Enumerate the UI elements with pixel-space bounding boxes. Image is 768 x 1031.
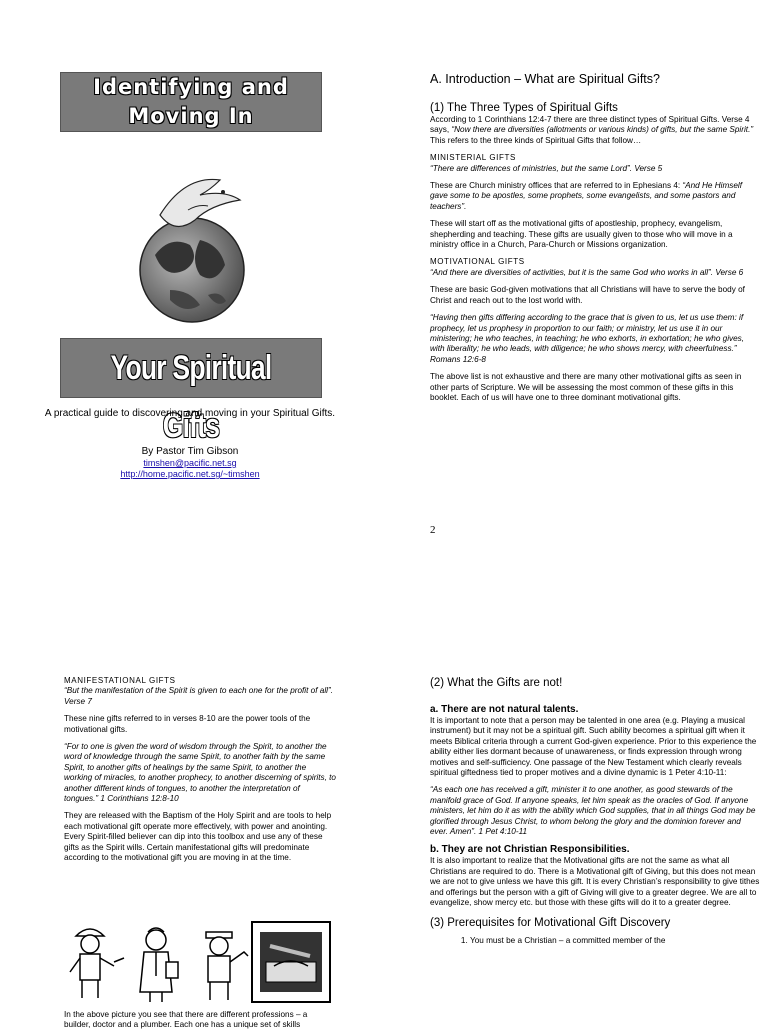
author-block [40,446,340,480]
toolbox-icon [252,922,330,1002]
corinthians-quote: “For to one is given the word of wisdom through the Spirit, to another the word of knowledge through the same Spirit, to another faith by the same Spirit, to another gifts of healings by the same Spirit, to another the working of miracles, to another prophecy, to another discerning of spirits, to another different kinds of tongues, to another the interpretation of tongues.” 1 Corinthians 12:8-10 [64,742,336,804]
website-link[interactable]: http://home.pacific.net.sg/~timshen [120,469,260,479]
ministerial-paragraph: These are Church ministry offices that are referred to in Ephesians 4: “And He Himself gave some to be apostles, some prophets, some evangelists, and some pastors and teachers”. [430,181,743,211]
intro-page [384,0,768,536]
banner-text: Your Spiritual Gifts [110,349,272,445]
list-item: 1. You must be a Christian – a committed member of the [470,936,760,946]
professions-clipart [64,918,334,1004]
intro-column [430,72,760,410]
cover-page [0,0,384,512]
talents-paragraph: It is important to note that a person may be talented in one area (e.g. Playing a musical instrument) but it may not be a spiritual gift. Such ability becomes a spiritual gift when it meets Biblical criteria through a current God-given experience. Prior to this experience the ability either lies dormant because of unawareness, or finds expression through wrong motives and self-sufficiency. One passage of the New Testament which clearly reveals spiritual giftedness tied to proper motives and a divine dynamic is 1 Peter 4:10-11: [430,716,757,778]
globe-with-dove-icon [130,160,260,330]
not-gifts-column [430,676,760,946]
intro-paragraph: According to 1 Corinthians 12:4-7 there are three distinct types of Spiritual Gifts. Verse 4 says, “Now there are diversities (allotments or various kinds) of gifts, but the same Spirit.” This refers to the three kinds of Spiritual Gifts that follow… [430,115,754,145]
ministerial-quote: “There are differences of ministries, but the same Lord”. Verse 5 [430,163,663,173]
ministerial-label: MINISTERIAL GIFTS [430,153,516,163]
plumber-icon [206,932,248,1000]
manifestational-quote: “But the manifestation of the Spirit is given to each one for the profit of all”. Verse 7 [64,686,333,706]
section-heading: (1) The Three Types of Spiritual Gifts [430,102,618,114]
page-number: 2 [430,524,436,536]
motivational-paragraph-2: The above list is not exhaustive and there are many other motivational gifts as seen in other parts of Scripture. We will be assessing the most common of these gifts in this booklet. Each of us will have one to three dominant motivational gifts. [430,372,742,402]
motivational-label: MOTIVATIONAL GIFTS [430,257,525,267]
section-title: A. Introduction – What are Spiritual Gifts? [430,72,660,86]
manifestational-paragraph: These nine gifts referred to in verses 8-10 are the power tools of the motivational gifts. [64,714,311,734]
prerequisites-list [430,936,760,946]
subheading-a: a. There are not natural talents. [430,704,579,715]
title-line-1: Identifying and [93,75,289,99]
responsibilities-paragraph: It is also important to realize that the Motivational gifts are not the same as what all Christians are required to do. There is a Motivational gift of Giving, but this does not mean we are not to give unless we have this gift. It is every Christian’s responsibility to give tithes and offerings but the person with a gift of Giving will give to a greater degree. We are all to evangelize, show mercy etc. but those with these gifts will do it to a greater degree. [430,856,760,908]
motivational-paragraph: These are basic God-given motivations that all Christians will have to serve the body of Christ and reach out to the lost world with. [430,285,745,305]
picture-explanation: In the above picture you see that there are different professions – a builder, doctor and a plumber. Each one has a unique set of skills [64,1010,308,1030]
section-heading-3: (3) Prerequisites for Motivational Gift Discovery [430,916,671,929]
peter-quote: “As each one has received a gift, minister it to one another, as good stewards of the manifold grace of God. If anyone speaks, let him speak as the oracles of God. If anyone ministers, let him do it as with the ability which God supplies, that in all things God may be glorified through Jesus Christ, to whom belong the glory and the dominion forever and ever. Amen”. 1 Pet 4:10-11 [430,785,756,837]
romans-quote: “Having then gifts differing according to the grace that is given to us, let us use them: if prophecy, let us prophesy in proportion to our faith; or ministry, let us use it in our ministering; he who teaches, in teaching; he who exhorts, in exhortation; he who gives, with liberality; he who leads, with diligence; he who shows mercy, with cheerfulness.” Romans 12:6-8 [430,313,745,364]
subheading-b: b. They are not Christian Responsibilities. [430,844,630,856]
title-banner [60,72,322,132]
doctor-icon [140,928,178,1002]
manifestational-paragraph-2: They are released with the Baptism of the Holy Spirit and are tools to help each motivational gift operate more effectively, with power and anointing. Every Spirit-filled believer can dip into this toolbox and use any of these gifts as the Spirit wills. Certain manifestational gifts will predominate according to the motivational gift you are moving in at the time. [64,811,332,863]
ministerial-paragraph-2: These will start off as the motivational gifts of apostleship, prophecy, evangelism, shepherding and teaching. These gifts are usually given to those who will move in a ministry office in a Church, Para-Church or Missions organization. [430,219,733,250]
author-name: By Pastor Tim Gibson [141,446,239,457]
cover-subtitle: A practical guide to discovering and moving in your Spiritual Gifts. [44,408,336,419]
builder-icon [70,929,124,998]
motivational-quote: “And there are diversities of activities, but it is the same God who works in all”. Verse 6 [430,267,744,277]
manifestational-label: MANIFESTATIONAL GIFTS [64,676,176,685]
email-link[interactable]: timshen@pacific.net.sg [143,458,237,468]
section-heading-2: (2) What the Gifts are not! [430,677,563,689]
title-line-2: Moving In [128,104,254,128]
manifestational-column [64,676,336,871]
